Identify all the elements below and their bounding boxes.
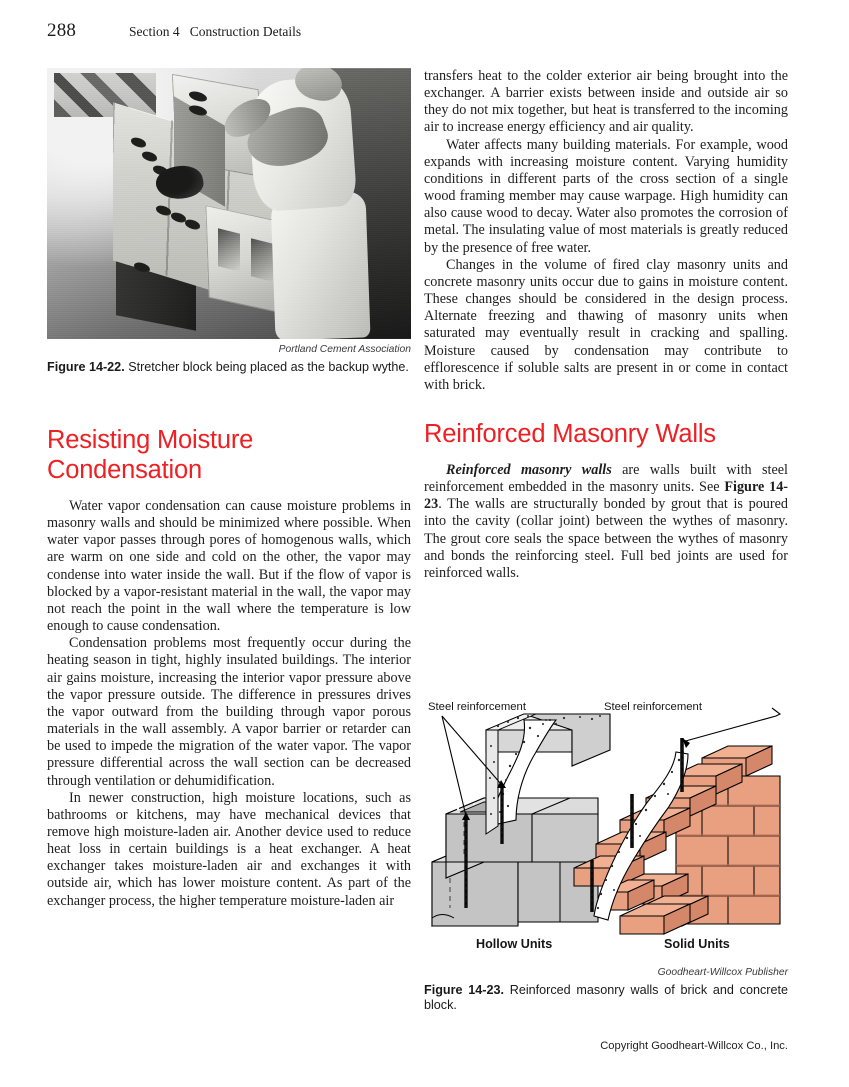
figure-14-23-caption-label: Figure 14-23. bbox=[424, 983, 504, 997]
figure-14-22-caption bbox=[47, 360, 411, 375]
right-paragraph-1: transfers heat to the colder exterior air being brought into the exchanger. A barrier exists between inside and outside air so they do not mix together, but heat is transferred to the incoming air to increase energy efficiency and air quality. bbox=[424, 68, 788, 136]
reinforced-masonry-walls-illustration bbox=[424, 694, 788, 962]
figure-14-22-photo bbox=[47, 68, 411, 339]
right-paragraph-reinforced bbox=[424, 462, 788, 582]
left-paragraph-2: Condensation problems most frequently occur during the heating season in tight, highly insulated buildings. The interior air gains moisture, increasing the interior vapor pressure above the vapor pressure outside. The difference in pressures drives the vapor outward from the building through vapor porous materials in the wall assembly. A vapor barrier or retarder can be used to impede the migration of the water vapor. The vapor pressure differential across the wall section can be decreased through ventilation or dehumidification. bbox=[47, 635, 411, 789]
left-column bbox=[47, 425, 411, 910]
term-reinforced-masonry-walls: Reinforced masonry walls bbox=[446, 461, 612, 478]
left-paragraph-3: In newer construction, high moisture locations, such as bathrooms or kitchens, may have mechanical devices that remove high moisture-laden air. Another device used to reduce heat loss in certain buildings is a heat exchanger. A heat exchanger takes moisture-laden air and exchanges it with outside air, which has lower moisture content. As part of the exchanger process, the higher temperature moisture-laden air bbox=[47, 789, 411, 909]
right-paragraph-2: Water affects many building materials. For example, wood expands with increasing moisture content. Varying humidity conditions in different parts of the cross section of a single wood framing member may cause warpage. High humidity can also cause wood to decay. Water also promotes the corrosion of metal. The insulating value of most materials is greatly reduced by the presence of free water. bbox=[424, 136, 788, 256]
figure-14-22-caption-text: Stretcher block being placed as the backup wythe. bbox=[124, 360, 409, 374]
hollow-mortar-face bbox=[486, 730, 498, 834]
label-steel-reinforcement-right: Steel reinforcement bbox=[604, 701, 702, 713]
reinforced-part1: are walls built with steel reinforcement embedded in the masonry units. See bbox=[424, 461, 788, 496]
copyright-line: Copyright Goodheart-Willcox Co., Inc. bbox=[600, 1040, 788, 1052]
figure-14-22-credit: Portland Cement Association bbox=[278, 344, 411, 355]
label-solid-units: Solid Units bbox=[664, 937, 730, 951]
page-number: 288 bbox=[47, 20, 77, 41]
photo-film-grain bbox=[47, 68, 411, 339]
running-head bbox=[47, 20, 787, 44]
hollow-units-drawing bbox=[428, 701, 610, 951]
reinforced-part2: . The walls are structurally bonded by grout that is poured into the cavity (collar joint) between the wythes of masonry. The grout core seals the space between the wythes of masonry and bonds the reinforcing steel. Full bed joints are used for reinforced walls. bbox=[424, 496, 788, 581]
figure-14-23-credit: Goodheart-Willcox Publisher bbox=[657, 967, 788, 978]
right-paragraph-3: Changes in the volume of fired clay masonry units and concrete masonry units occur due to gains in moisture content. These changes should be considered in the design process. Alternate freezing and thawing of masonry units when saturated may eventually result in cracking and spalling. Moisture caused by condensation may contribute to efflorescence if soluble salts are present in or come in contact with brick. bbox=[424, 256, 788, 393]
right-column bbox=[424, 68, 788, 582]
heading-reinforced-masonry-walls: Reinforced Masonry Walls bbox=[424, 419, 716, 448]
left-paragraph-1: Water vapor condensation can cause moisture problems in masonry walls and should be minimized where possible. When water vapor passes through pores of homogenous walls, which are warm on one side and cold on the other, the vapor may condense into water inside the wall. But if the flow of vapor is blocked by a vapor-resistant material in the wall, the vapor may not reach the point in the wall where the temperature is low enough to cause condensation. bbox=[47, 498, 411, 635]
label-hollow-units: Hollow Units bbox=[476, 937, 553, 951]
section-title: Section 4 Construction Details bbox=[129, 24, 302, 39]
figure-14-22-caption-label: Figure 14-22. bbox=[47, 360, 125, 374]
heading-resisting-moisture-condensation: Resisting Moisture Condensation bbox=[47, 426, 254, 484]
figure-14-22-photo-wrapper bbox=[47, 68, 411, 374]
solid-callout-leader bbox=[682, 708, 780, 742]
figure-reference-14-23: Figure 14-23 bbox=[424, 479, 789, 513]
label-steel-reinforcement-left: Steel reinforcement bbox=[428, 701, 526, 713]
figure-14-23-caption-text: Reinforced masonry walls of brick and concrete block. bbox=[424, 983, 788, 1013]
figure-14-23-caption bbox=[424, 983, 788, 1014]
figure-14-23-diagram bbox=[424, 694, 788, 1013]
